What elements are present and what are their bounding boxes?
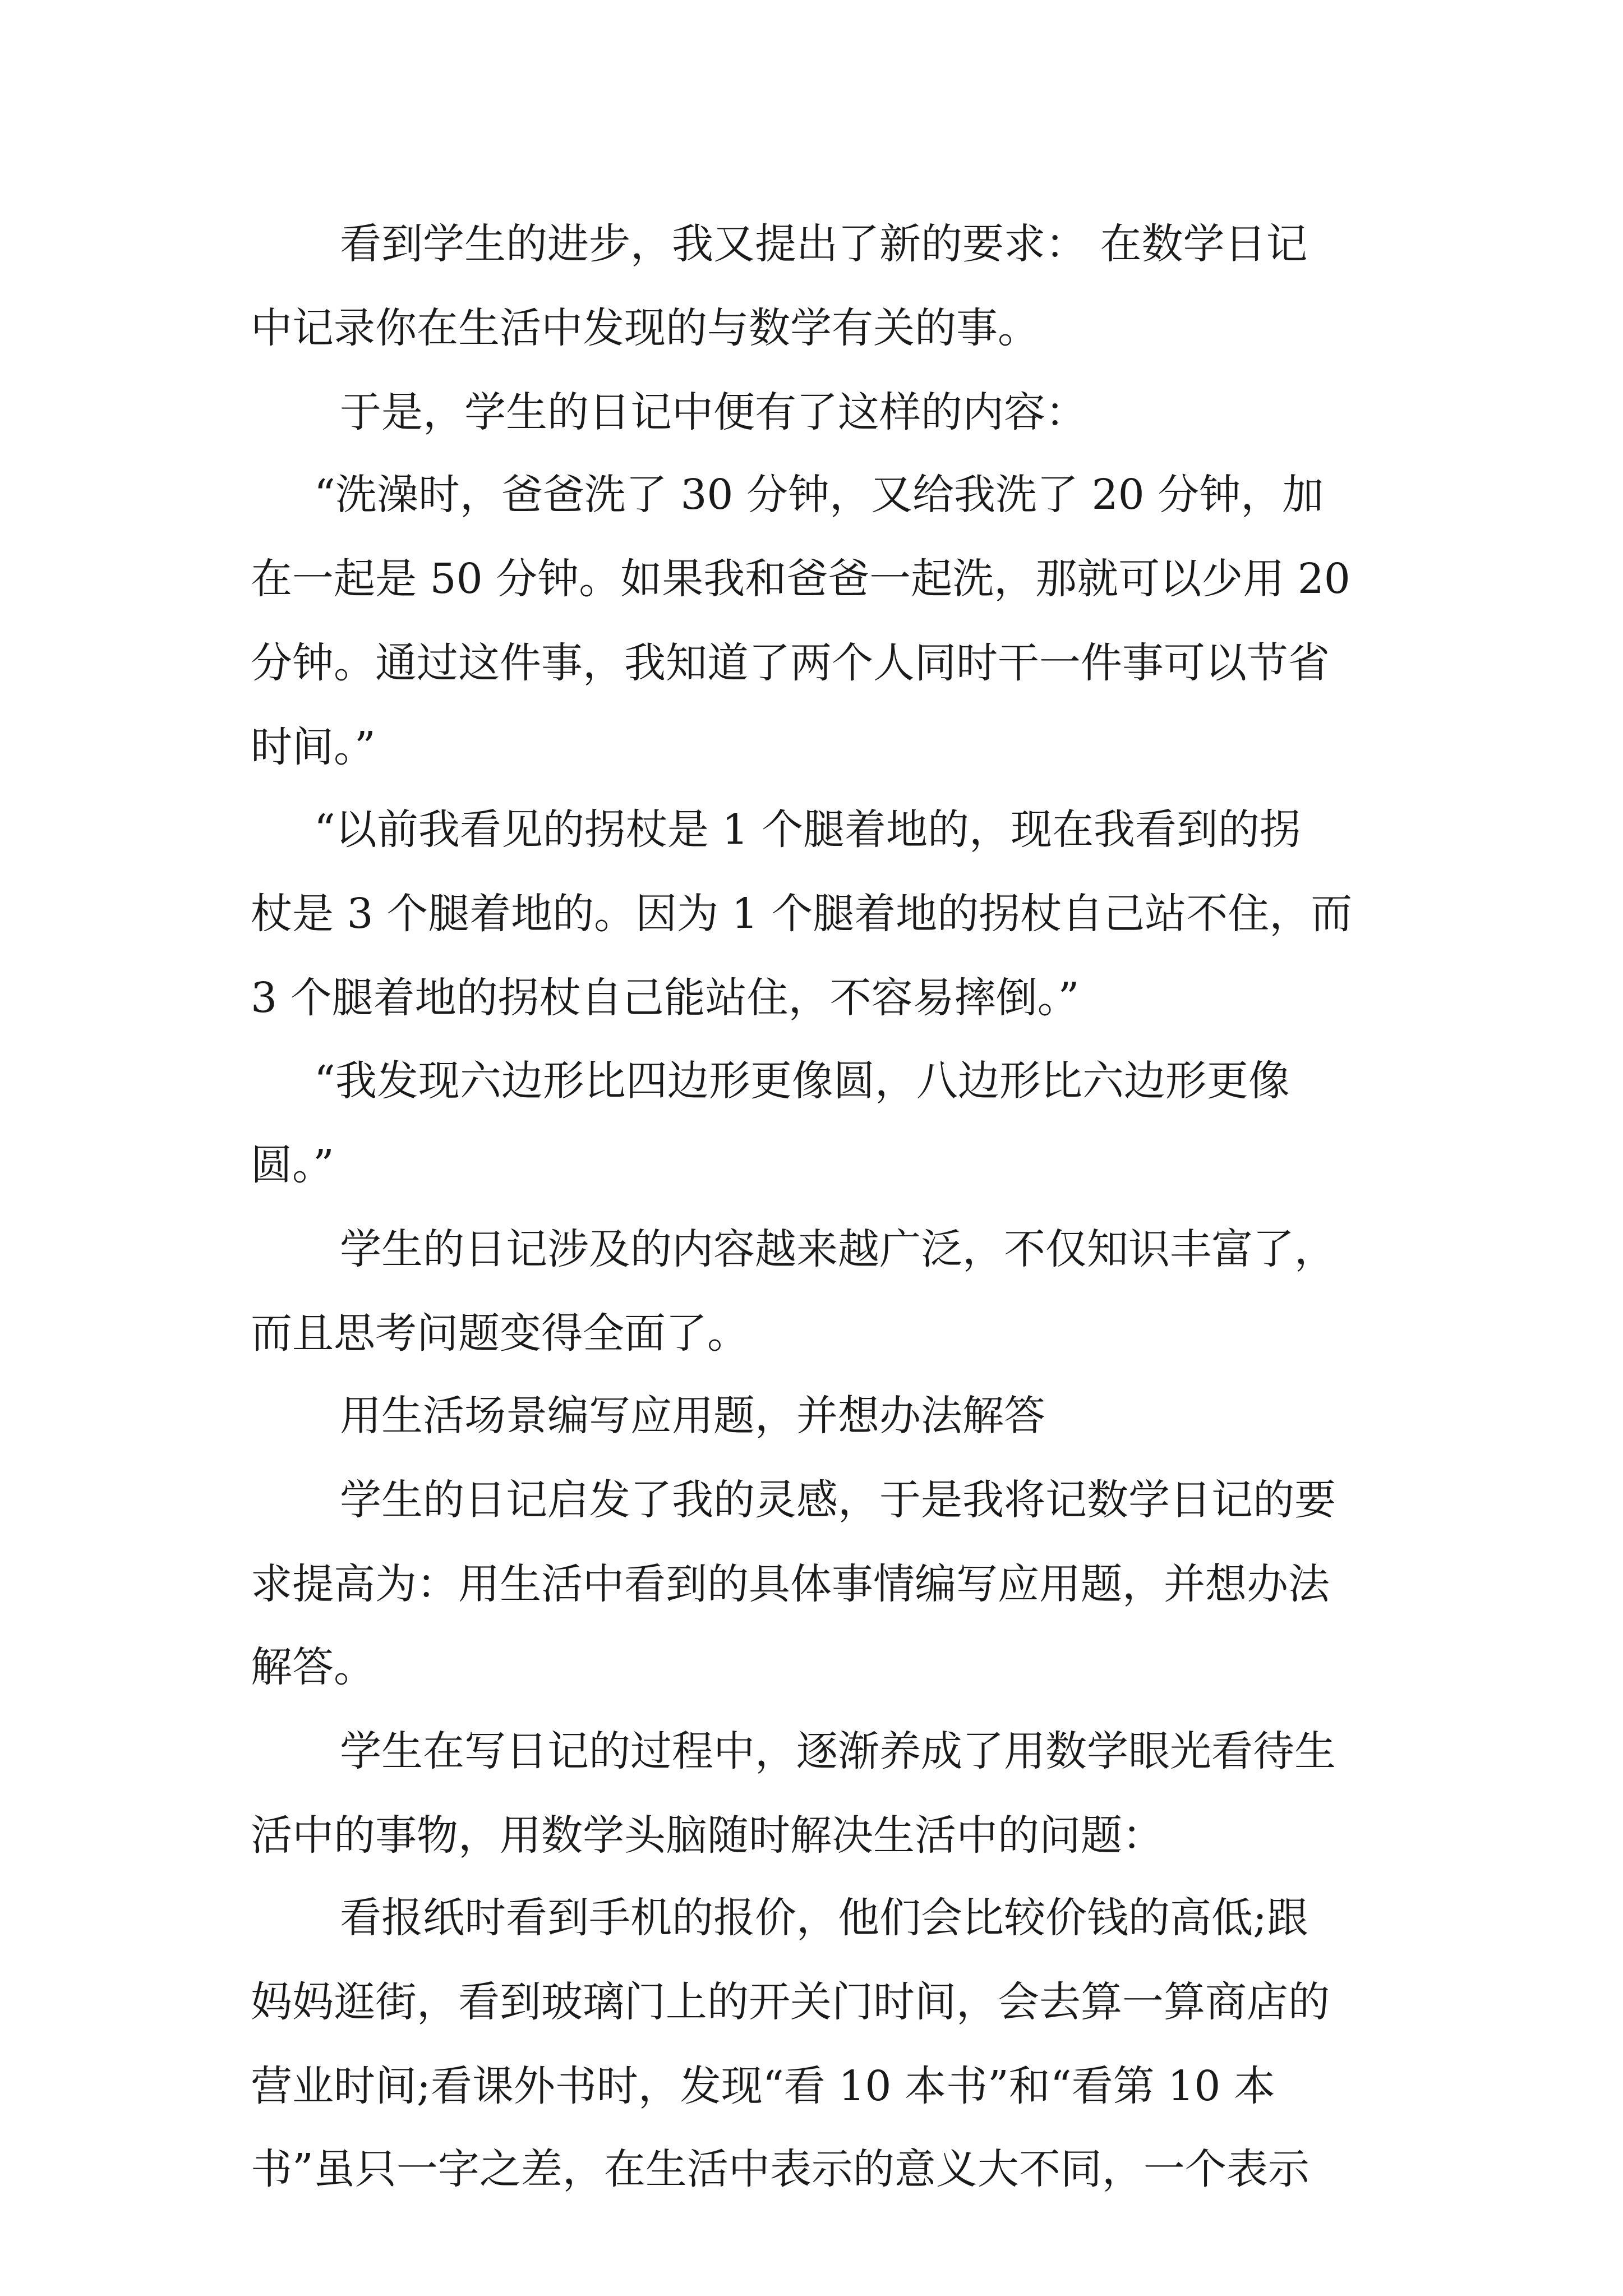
text-line: 看报纸时看到手机的报价，他们会比较价钱的高低;跟 bbox=[340, 1894, 1308, 1942]
text-line: 求提高为：用生活中看到的具体事情编写应用题，并想办法 bbox=[251, 1560, 1330, 1608]
text-line: 3 个腿着地的拐杖自己能站住，不容易摔倒。” bbox=[251, 974, 1080, 1022]
text-line: 中记录你在生活中发现的与数学有关的事。 bbox=[251, 304, 1039, 352]
text-line: 分钟。通过这件事，我知道了两个人同时干一件事可以节省 bbox=[251, 639, 1330, 687]
text-line: “我发现六边形比四边形更像圆，八边形比六边形更像 bbox=[314, 1057, 1290, 1105]
text-line: 学生的日记涉及的内容越来越广泛，不仅知识丰富了， bbox=[340, 1225, 1336, 1273]
text-line: 学生的日记启发了我的灵感，于是我将记数学日记的要 bbox=[340, 1476, 1336, 1524]
text-line: “洗澡时，爸爸洗了 30 分钟，又给我洗了 20 分钟，加 bbox=[314, 471, 1324, 519]
text-line: 学生在写日记的过程中，逐渐养成了用数学眼光看待生 bbox=[340, 1727, 1336, 1775]
text-line: 杖是 3 个腿着地的。因为 1 个腿着地的拐杖自己站不住，而 bbox=[251, 890, 1353, 938]
text-line: 在一起是 50 分钟。如果我和爸爸一起洗，那就可以少用 20 bbox=[251, 555, 1350, 603]
text-line: 圆。” bbox=[251, 1141, 334, 1189]
text-line: 用生活场景编写应用题，并想办法解答 bbox=[340, 1392, 1045, 1440]
text-line: 看到学生的进步，我又提出了新的要求： 在数学日记 bbox=[340, 220, 1308, 268]
text-line: 于是，学生的日记中便有了这样的内容： bbox=[340, 388, 1087, 436]
text-line: 时间。” bbox=[251, 723, 376, 771]
text-line: 而且思考问题变得全面了。 bbox=[251, 1309, 749, 1358]
text-line: 活中的事物，用数学头脑随时解决生活中的问题： bbox=[251, 1811, 1164, 1860]
text-line: 解答。 bbox=[251, 1643, 375, 1691]
text-line: “以前我看见的拐杖是 1 个腿着地的，现在我看到的拐 bbox=[314, 806, 1301, 854]
text-line: 妈妈逛街，看到玻璃门上的开关门时间，会去算一算商店的 bbox=[251, 1978, 1330, 2026]
text-line: 营业时间;看课外书时，发现“看 10 本书”和“看第 10 本 bbox=[251, 2062, 1275, 2110]
text-line: 书”虽只一字之差，在生活中表示的意义大不同，一个表示 bbox=[251, 2145, 1310, 2193]
